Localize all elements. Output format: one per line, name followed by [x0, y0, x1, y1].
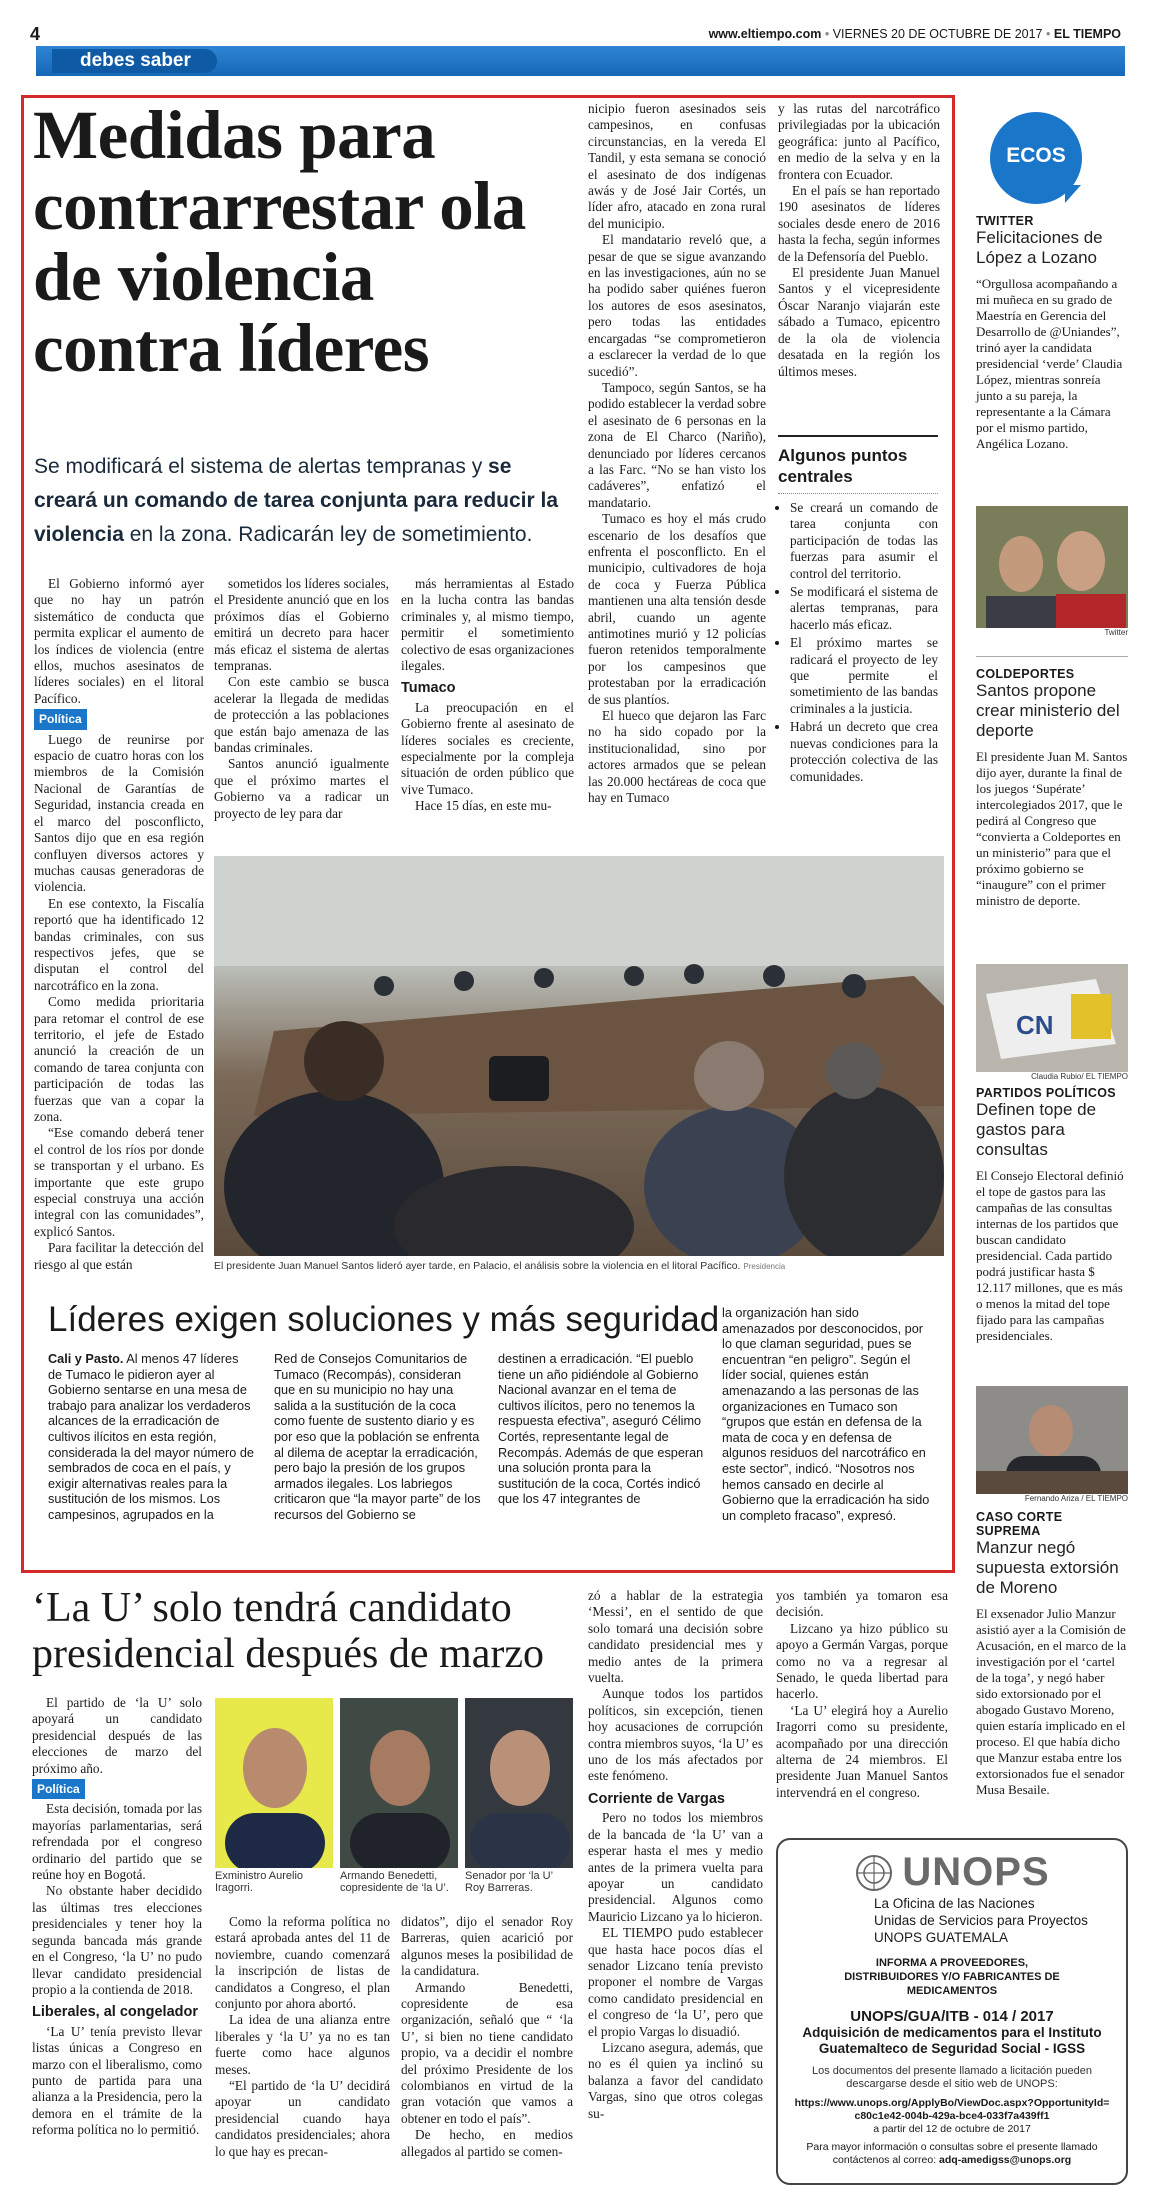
key-points-title: Algunos puntos centrales: [778, 446, 908, 486]
ad-instructions: Los documentos del presente llamado a licitación pueden descargarse desde el sitio web de UNOPS:: [811, 2065, 1093, 2090]
contact-text: Para mayor información o consultas sobre el presente llamado contáctenos al correo:: [806, 2141, 1098, 2166]
eco-headline: Felicitaciones de López a Lozano: [976, 228, 1103, 267]
ad-notice: INFORMA A PROVEEDORES, DISTRIBUIDORES Y/O FABRICANTES DE MEDICAMENTOS: [844, 1957, 1060, 1997]
subhead-vargas: Corriente de Vargas: [588, 1790, 725, 1807]
paragraph: Como la reforma política no estará aprobada antes del 11 de noviembre, cuando comenzará la inscripción de listas de candidatos a Congreso, el plan conjunto por ahora abortó.: [215, 1914, 390, 2012]
main-col-3: [401, 576, 574, 815]
photo-caption: [214, 1260, 944, 1272]
paragraph: “El partido de ‘la U’ decidirá apoyar un candidato presidencial cuando haya candidatos presidenciales; ahora lo que hay es precan-: [215, 2078, 390, 2159]
key-points-list: [778, 500, 938, 785]
paragraph: ‘La U’ tenía previsto llevar listas únicas a Congreso en marzo con el liberalismo, como punto de partida para una alianza a la Presidencia, pero la demora en el trámite de la reforma política no lo permitió.: [32, 2023, 202, 2138]
ecos-label: ECOS: [1006, 144, 1066, 167]
section-tag: Política: [32, 1779, 85, 1799]
paragraph: más herramientas al Estado en la lucha contra las bandas criminales y, al mismo tiempo, permitir el sometimiento colectivo de esas organizaciones ilegales.: [401, 576, 574, 674]
portrait-image: [215, 1698, 333, 1868]
org-line: UNOPS GUATEMALA: [874, 1930, 1009, 1945]
paragraph: “Ese comando deberá tener el control de los ríos por donde se transportan y el urbano. Es importante que este grupo especial construya una acción integral con las comunidades”, explicó Santos.: [34, 1125, 204, 1239]
paragraph: didatos”, dijo el senador Roy Barreras, quien acarició por algunos meses la posibilidad de la candidatura.: [401, 1914, 573, 1979]
paragraph: El partido de ‘la U’ solo apoyará un candidato presidencial después de las elecciones de marzo del próximo año.: [32, 1695, 202, 1776]
paragraph: En ese contexto, la Fiscalía reportó que ha identificado 12 bandas criminales, con sus respectivos jefes, que se disputan el control del narcotráfico en la zona.: [34, 895, 204, 993]
header-brand: EL TIEMPO: [1053, 27, 1121, 41]
paragraph: La idea de una alianza entre liberales y ‘la U’ ya no es tan fuerte como hace algunos meses.: [215, 2012, 390, 2077]
main-deck: [34, 450, 574, 552]
u-col-2: [215, 1914, 390, 2160]
subhead-tumaco: Tumaco: [401, 680, 456, 697]
page-number: 4: [30, 24, 41, 44]
eco-headline: Definen tope de gastos para consultas: [976, 1100, 1097, 1159]
unops-ad: [776, 1838, 1128, 2185]
paragraph: Para facilitar la detección del riesgo al que están: [34, 1240, 204, 1272]
paragraph: nicipio fueron asesinados seis campesinos, en confusas circunstancias, en la vereda El Tandil, y esta semana se conoció el asesinato de dos indígenas awás y de José Jair Cortés, un líder afro, atacado en zona rural del municipio.: [588, 101, 766, 231]
paragraph: la organización han sido amenazados por desconocidos, por lo que claman seguridad, pues se encuentran “en peligro”. Según el líder social, quienes están amenazando a las personas de las organizaciones en Tumaco son “grupos que están en defensa de la mata de coca y en defensa de algunos residuos del narcotráfico en este sector”, indicó. “Nosotros nos hemos cansado en decirle al Gobierno que la erradicación ha sido un completo fracaso”, expresó.: [722, 1306, 930, 1523]
paragraph: Hace 15 días, en este mu-: [415, 798, 552, 814]
paragraph: El mandatario reveló que, a pesar de que se sigue avanzando en las investigaciones, aún no se ha podido saber quiénes fueron los autores de esos asesinatos, pero todas las entidades encargadas “se comprometieron a esclarecer la verdad de lo que sucedió”.: [588, 232, 766, 379]
ad-code: UNOPS/GUA/ITB - 014 / 2017: [850, 2008, 1054, 2025]
eco-headline: Santos propone crear ministerio del deporte: [976, 681, 1120, 740]
paragraph: El presidente Juan Manuel Santos y el vicepresidente Óscar Naranjo viajarán este sábado a Tumaco, epicentro de la ola de violencia desatada en la región los últimos meses.: [778, 265, 940, 379]
eco-kicker: CASO CORTE SUPREMA: [976, 1510, 1063, 1538]
paragraph: No obstante haber decidido las últimas tres elecciones presidenciales y tener hoy la segunda bancada más grande en el Congreso, ‘la U’ no pudo llevar candidato presidencial propio a la contienda de 2018.: [32, 1883, 202, 1997]
eco-photo-lozano: [976, 506, 1128, 628]
eco-item-corte: [976, 1510, 1128, 1798]
paragraph: Lizcano asegura, además, que no es él quien ya inclinó su balanza a favor del candidato Vargas, sino que otros colegas su-: [588, 2039, 763, 2121]
caption-iragorri: Exministro Aurelio Iragorri.: [215, 1870, 304, 1894]
list-item: • Habrá un decreto que crea nuevas condiciones para la protección colectiva de las comunidades.: [790, 719, 938, 785]
u-col-1: [32, 1695, 202, 2139]
dateline: Cali y Pasto.: [48, 1352, 124, 1366]
paragraph: y las rutas del narcotráfico privilegiadas por la ubicación geográfica: junto al Pacífico, en medio de la selva y en la frontera con Ecuador.: [778, 101, 940, 182]
caption-text: El presidente Juan Manuel Santos lideró ayer tarde, en Palacio, el análisis sobre la violencia en el litoral Pacífico.: [214, 1260, 741, 1272]
list-item: • Se modificará el sistema de alertas tempranas, para hacerlo más eficaz.: [790, 584, 938, 633]
paragraph: Red de Consejos Comunitarios de Tumaco (Recompás), consideran que en su municipio no hay una salida a la sustitución de la coca como fuente de sustento diario y es por eso que la población se enfrenta al dilema de aceptar la erradicación, pero bajo la presión de los grupos armados ilegales. Los labriegos criticaron que “la mayor parte” de los recursos del Gobierno se: [274, 1352, 481, 1522]
paragraph: Armando Benedetti, copresidente de esa organización, señaló que “ ‘la U’, si bien no tiene candidato propio, va a decidir el nombre del próximo Presidente de los colombianos en virtud de la gran votación que vamos a obtener en todo el país”.: [401, 1979, 573, 2126]
portrait-image: [340, 1698, 458, 1868]
eco-item-partidos: [976, 1086, 1128, 1344]
main-col-1: [34, 576, 204, 1273]
meeting-photo: [214, 856, 944, 1256]
paragraph: El Gobierno informó ayer que no hay un patrón sistemático de conducta que permita explicar el aumento de los índices de violencia (entre ellos, muchos asesinatos de líderes sociales) en el litoral Pacífico.: [34, 576, 204, 706]
side-col-2: [274, 1352, 481, 1524]
ad-date: a partir del 12 de octubre de 2017: [873, 2123, 1031, 2135]
portrait-barreras: [465, 1698, 573, 1868]
paragraph: sometidos los líderes sociales, el Presidente anunció que en los próximos días el Gobierno emitirá un decreto para hacer más eficaz el sistema de alertas tempranas.: [214, 576, 389, 674]
unops-logo: UNOPS: [902, 1850, 1050, 1894]
paragraph: yos también ya tomaron esa decisión.: [776, 1588, 948, 1620]
paragraph: Aunque todos los partidos políticos, sin excepción, tienen hoy acusaciones de corrupción contra miembros suyos, ‘la U’ es uno de los más afectados por este fenómeno.: [588, 1686, 763, 1784]
org-line: La Oficina de las Naciones: [874, 1896, 1035, 1911]
paragraph: Como medida prioritaria para retomar el control de ese territorio, el jefe de Estado anunció la creación de un comando de tarea conjunta con participación de todas las fuerzas que van a copar la zona.: [34, 994, 204, 1124]
header-date: VIERNES 20 DE OCTUBRE DE 2017: [832, 27, 1043, 41]
eco-kicker: TWITTER: [976, 214, 1034, 228]
paragraph: Lizcano ya hizo público su apoyo a Germán Vargas, porque como no va a regresar al Senado, le queda libertad para hacerlo.: [776, 1620, 948, 1702]
paragraph: destinen a erradicación. “El pueblo tiene un año pidiéndole al Gobierno Nacional avanzar en el tema de cultivos ilícitos, pero no tenemos la respuesta efectiva”, aseguró Célimo Cortés, representante legal de Recompás. Además de que esperan una solución pronta para la sustitución de la coca, Cortés indicó que los 47 integrantes de: [498, 1352, 704, 1507]
ecos-badge-tail: [1065, 185, 1081, 203]
paragraph: Con este cambio se busca acelerar la llegada de medidas de protección a las poblaciones que están bajo amenaza de las bandas criminales.: [214, 674, 389, 756]
eco-credit: Twitter: [1104, 628, 1128, 637]
ecos-column: [976, 214, 1128, 452]
ad-url[interactable]: https://www.unops.org/ApplyBo/ViewDoc.aspx?OpportunityId=c80c1e42-004b-429a-bce4-033f7a439ff1: [794, 2097, 1110, 2122]
svg-text:CN: CN: [1016, 1010, 1054, 1040]
main-col-2: [214, 576, 389, 822]
paragraph: En el país se han reportado 190 asesinatos de líderes sociales desde enero de 2016 hasta la fecha, según informes de la Defensoría del Pueblo.: [778, 183, 940, 264]
caption-benedetti: Armando Benedetti, copresidente de ‘la U’.: [340, 1870, 449, 1894]
eco-credit: Fernando Ariza / EL TIEMPO: [1024, 1494, 1128, 1503]
portrait-image: [465, 1698, 573, 1868]
ad-contact: [792, 2141, 1112, 2167]
paragraph: EL TIEMPO pudo establecer que hasta hace pocos días el senador Lizcano tenía previsto proponer el nombre de Vargas como candidato presidencial en el congreso de ‘la U’, pero que el propio Vargas lo disuadió.: [588, 1925, 763, 2039]
paragraph: ‘La U’ elegirá hoy a Aurelio Iragorri como su presidente, acompañado por una dirección alterna de 24 miembros. El presidente Juan Manuel Santos intervendrá en el congreso.: [776, 1702, 948, 1800]
un-emblem-icon: [854, 1853, 894, 1893]
eco-kicker: COLDEPORTES: [976, 667, 1075, 681]
selfie-image: [976, 506, 1128, 628]
list-item: • Se creará un comando de tarea conjunta con participación de todas las fuerzas para asumir el control del territorio.: [790, 500, 938, 582]
meeting-scene-image: [214, 856, 944, 1256]
eco-item-coldeportes: [976, 656, 1128, 909]
side-col-1: [48, 1352, 255, 1524]
deck-part-b: se creará un comando de tarea conjunta para reducir la violencia: [34, 455, 559, 546]
paragraph: De hecho, en medios allegados al partido se comen-: [401, 2127, 573, 2159]
side-headline: Líderes exigen soluciones y más seguridad: [48, 1300, 720, 1339]
side-col-4: [722, 1306, 932, 1524]
eco-photo-cne: [976, 964, 1128, 1072]
section-label: debes saber: [52, 49, 217, 73]
eco-body: El presidente Juan M. Santos dijo ayer, durante la final de los juegos ‘Supérate’ intercolegiados 2017, que le pedirá al Congreso que “convierta a Coldeportes en un ministerio” para que el próximo gobierno se “inaugure” con el primer ministro de deporte.: [976, 749, 1128, 908]
eco-credit: Claudia Rubio/ EL TIEMPO: [1031, 1072, 1128, 1081]
list-item: • El próximo martes se radicará el proyecto de ley que permite el sometimiento de las bandas criminales a la justicia.: [790, 635, 938, 717]
site-url[interactable]: www.eltiempo.com: [708, 27, 822, 41]
org-line: Unidas de Servicios para Proyectos: [874, 1913, 1088, 1928]
org-lines: [874, 1895, 1112, 1946]
paragraph: Tumaco es hoy el más crudo escenario de los desafíos que enfrenta el posconflicto. En el municipio, cultivadores de hoja de coca y Fuerza Pública mantienen una alta tensión desde abril, cuando un agente antimotines murió y 12 policías fueron retenidos temporalmente por los campesinos que protestaban por la erradicación de sus plantíos.: [588, 511, 766, 707]
paragraph: Santos anunció igualmente que el próximo martes el Gobierno va a radicar un proyecto de ley para dar: [214, 756, 389, 821]
subhead-liberales: Liberales, al congelador: [32, 2004, 198, 2021]
main-col-4: [588, 101, 766, 806]
caption-barreras: Senador por ‘la U’ Roy Barreras.: [465, 1870, 553, 1894]
eco-body: “Orgullosa acompañando a mi muñeca en su grado de Maestría en Gerencia del Desarrollo de @Uniandes”, trinó ayer la candidata presidencial ‘verde’ Claudia López, mientras sonreía junto a su pareja, la representante a la Cámara por el mismo partido, Angélica Lozano.: [976, 276, 1123, 451]
eco-body: El exsenador Julio Manzur asistió ayer a la Comisión de Acusación, en el marco de la investigación por el ‘cartel de la toga’, y negó haber sido extorsionado por el abogado Gustavo Moreno, quien estaría implicado en el proceso. El que había dicho que Manzur estaba entre los extorsionados fue el senador Musa Besaile.: [976, 1606, 1127, 1797]
main-col-5: [778, 101, 940, 380]
paragraph: Luego de reunirse por espacio de cuatro horas con los miembros de la Comisión Nacional de Garantías de Seguridad, instancia creada en el marco del posconflicto, Santos dijo que en esa región confluyen diversos actores y muchas causas generadoras de violencia.: [34, 731, 204, 895]
paragraph: Tampoco, según Santos, se ha podido establecer la verdad sobre el asesinato de 6 personas en la zona de El Charco (Nariño), denunciado por líderes cercanos a las Farc. “No se han visto los cadáveres”, enfatizó el mandatario.: [588, 379, 766, 510]
paragraph: Al menos 47 líderes de Tumaco le pidieron ayer al Gobierno sentarse en una mesa de trabajo para analizar los verdaderos alcances de la erradicación de cultivos ilícitos en esta región, considerada la del mayor número de sembrados de coca en el país, y exigir alternativas reales para la sustitución de los mismos. Los campesinos, agrupados en la: [48, 1352, 254, 1522]
deck-part-c: en la zona. Radicarán ley de sometimiento.: [123, 523, 533, 546]
paragraph: La preocupación en el Gobierno frente al asesinato de líderes sociales es creciente, especialmente por la compleja situación de orden público que vive Tumaco.: [401, 699, 574, 797]
u-headline: ‘La U’ solo tendrá candidato presidencial después de marzo: [32, 1585, 544, 1677]
eco-kicker: PARTIDOS POLÍTICOS: [976, 1086, 1116, 1100]
u-col-4: [588, 1588, 763, 2122]
ad-email[interactable]: adq-amedigss@unops.org: [939, 2154, 1072, 2166]
deck-part-a: Se modificará el sistema de alertas tempranas y: [34, 455, 489, 478]
main-headline: Medidas para contrarrestar ola de violencia contra líderes: [33, 97, 526, 386]
eco-body: El Consejo Electoral definió el tope de gastos para las campañas de las consultas internas de los partidos que buscan candidato presidencial. Cada partido podrá justificar hasta $ 12.117 millones, que es más o menos la mitad del tope fijado para las campañas presidenciales.: [976, 1168, 1124, 1343]
portrait-iragorri: [215, 1698, 333, 1868]
key-points-box: [778, 435, 938, 787]
ad-title: Adquisición de medicamentos para el Instituto Guatemalteco de Seguridad Social - IGSS: [802, 2025, 1102, 2056]
page-header-info: www.eltiempo.com • VIERNES 20 DE OCTUBRE DE 2017 • EL TIEMPO: [708, 27, 1121, 41]
u-col-3: [401, 1914, 573, 2160]
side-col-3: [498, 1352, 705, 1508]
paragraph: Pero no todos los miembros de la bancada de ‘la U’ van a esperar hasta el mes y medio antes de la primera vuelta para apoyar un candidato presidencial. Algunos como Mauricio Lizcano ya lo hicieron.: [588, 1810, 763, 1924]
paragraph: zó a hablar de la estrategia ‘Messi’, en el sentido de que solo tomará una decisión sobre candidato presidencial mes y medio antes de la primera vuelta.: [588, 1588, 763, 1686]
cne-sign-image: [976, 964, 1128, 1072]
u-col-5: [776, 1588, 948, 1801]
portrait-benedetti: [340, 1698, 458, 1868]
section-tag: Política: [34, 709, 87, 729]
paragraph: El hueco que dejaron las Farc no ha sido copado por la institucionalidad, sino por actores armados que se pelean las 20.000 hectáreas de coca que hay en Tumaco: [588, 708, 766, 806]
eco-headline: Manzur negó supuesta extorsión de Moreno: [976, 1538, 1119, 1597]
manzur-image: [976, 1386, 1128, 1494]
paragraph: Esta decisión, tomada por las mayorías parlamentarias, será refrendada por el congreso ordinario del partido que se reúne hoy en Bogotá.: [32, 1801, 202, 1883]
photo-credit: Presidencia: [743, 1262, 786, 1271]
eco-photo-manzur: [976, 1386, 1128, 1494]
